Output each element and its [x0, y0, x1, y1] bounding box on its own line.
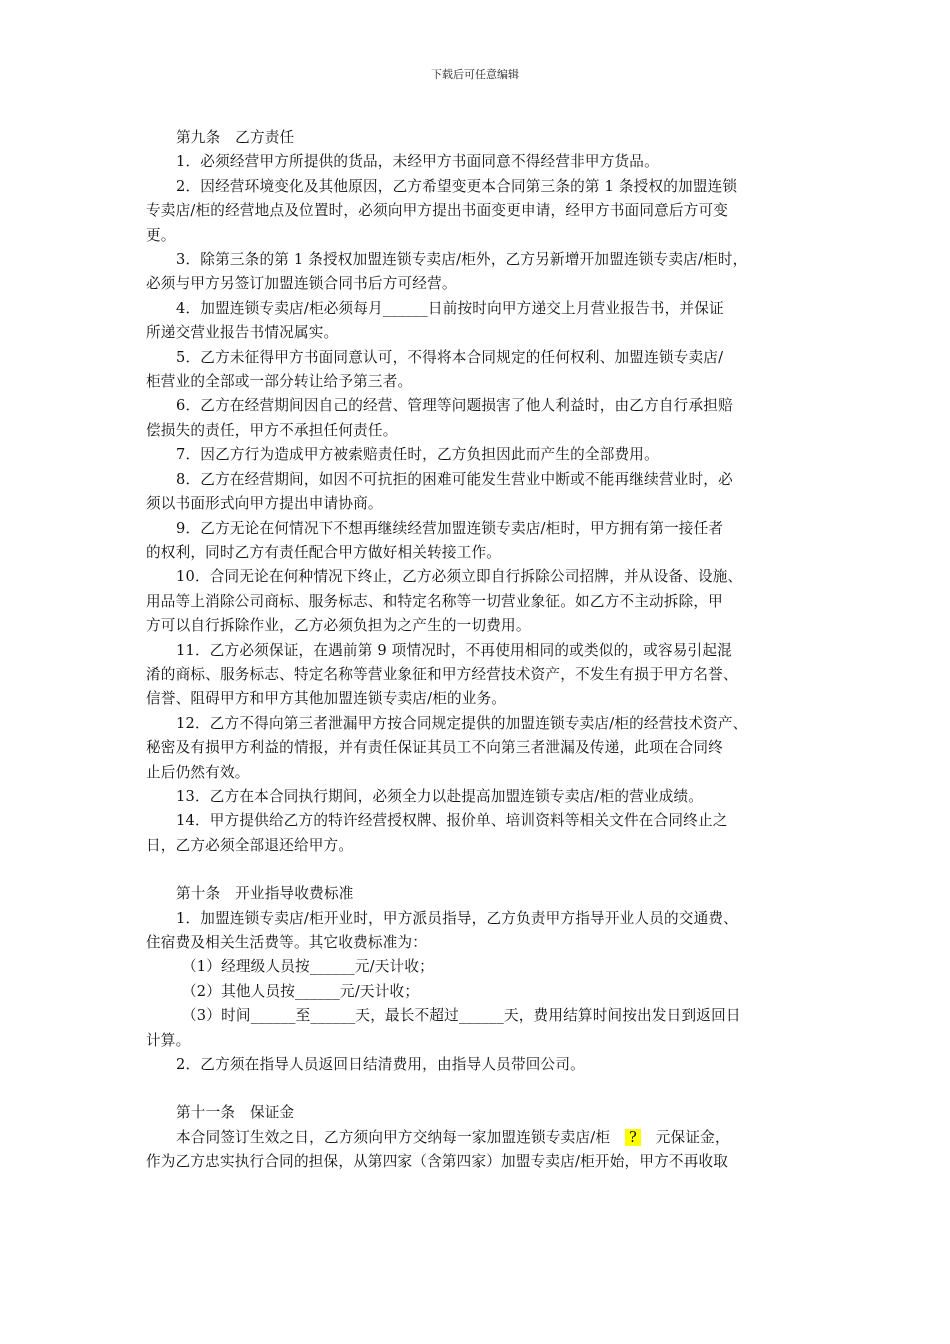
article-9-line: 12．乙方不得向第三者泄漏甲方按合同规定提供的加盟连锁专卖店/柜的经营技术资产、 — [176, 714, 748, 732]
article-9-line: 秘密及有损甲方利益的情报，并有责任保证其员工不向第三者泄漏及传递，此项在合同终 — [146, 739, 723, 757]
highlighted-blank: ? — [625, 1129, 641, 1146]
article-9-line: 柜营业的全部或一部分转让给予第三者。 — [146, 373, 413, 391]
article-10-line: 计算。 — [146, 1031, 191, 1049]
article-9-line: 10．合同无论在何种情况下终止，乙方必须立即自行拆除公司招牌，并从设备、设施、 — [176, 568, 743, 586]
article-9-line: 专卖店/柜的经营地点及位置时，必须向甲方提出书面变更申请，经甲方书面同意后方可变 — [146, 202, 729, 220]
article-9-line: 偿损失的责任，甲方不承担任何责任。 — [146, 421, 398, 439]
article-10-line: 住宿费及相关生活费等。其它收费标准为： — [146, 934, 428, 951]
article-9-line: 11．乙方必须保证，在遇前第 9 项情况时，不再使用相同的或类似的，或容易引起混 — [176, 641, 732, 659]
article-10-line: （1）经理级人员按______元/天计收； — [182, 958, 434, 976]
article-10-line: （2）其他人员按______元/天计收； — [182, 982, 420, 1000]
article-11-paragraph-line — [146, 1126, 822, 1150]
article-10-line: 1．加盟连锁专卖店/柜开业时，甲方派员指导，乙方负责甲方指导开业人员的交通费、 — [176, 909, 738, 927]
article-9-line: 更。 — [146, 226, 176, 244]
article-9-line: 8．乙方在经营期间，如因不可抗拒的困难可能发生营业中断或不能再继续营业时，必 — [176, 470, 733, 488]
article-10-line: （3）时间______至______天，最长不超过______天，费用结算时间按出发日到返回日 — [182, 1007, 741, 1025]
article-9-line: 3．除第三条的第 1 条授权加盟连锁专卖店/柜外，乙方另新增开加盟连锁专卖店/柜时， — [176, 251, 748, 269]
article-9-line: 6．乙方在经营期间因自己的经营、管理等问题损害了他人利益时，由乙方自行承担赔 — [176, 397, 733, 415]
article-10-line: 2．乙方须在指导人员返回日结清费用，由指导人员带回公司。 — [176, 1056, 585, 1074]
article-10-heading: 第十条 开业指导收费标准 — [176, 885, 354, 903]
article-9-line: 用品等上消除公司商标、服务标志、和特定名称等一切营业象征。如乙方不主动拆除，甲 — [146, 592, 723, 610]
article-9-line: 方可以自行拆除作业，乙方必须负担为之产生的一切费用。 — [146, 617, 531, 635]
article-9-line: 淆的商标、服务标志、特定名称等营业象征和甲方经营技术资产，不发生有损于甲方名誉、 — [146, 665, 738, 683]
article-9-line: 所递交营业报告书情况属实。 — [146, 324, 339, 342]
article-11-heading: 第十一条 保证金 — [176, 1104, 295, 1122]
article-9-line: 2．因经营环境变化及其他原因，乙方希望变更本合同第三条的第 1 条授权的加盟连锁 — [176, 177, 738, 195]
article-9-heading: 第九条 乙方责任 — [176, 129, 295, 146]
article-9-line: 5．乙方未征得甲方书面同意认可，不得将本合同规定的任何权利、加盟连锁专卖店/ — [176, 348, 724, 366]
article-9-line: 7．因乙方行为造成甲方被索赔责任时，乙方负担因此而产生的全部费用。 — [176, 446, 659, 464]
page-header: 下载后可任意编辑 — [431, 68, 519, 81]
article-9-body — [146, 150, 822, 858]
article-11-text-before: 本合同签订生效之日，乙方须向甲方交纳每一家加盟连锁专卖店/柜 — [176, 1128, 625, 1146]
article-9-line: 9．乙方无论在何情况下不想再继续经营加盟连锁专卖店/柜时，甲方拥有第一接任者 — [176, 519, 724, 537]
article-9-line: 13．乙方在本合同执行期间，必须全力以赴提高加盟连锁专卖店/柜的营业成绩。 — [176, 787, 704, 805]
article-9-line: 1．必须经营甲方所提供的货品，未经甲方书面同意不得经营非甲方货品。 — [176, 153, 659, 171]
article-9-line: 信誉、阻碍甲方和甲方其他加盟连锁专卖店/柜的业务。 — [146, 690, 507, 708]
document-body — [146, 126, 822, 1175]
article-9-line: 止后仍然有效。 — [146, 763, 250, 781]
section-gap — [146, 858, 822, 882]
article-9-line: 须以书面形式向甲方提出申请协商。 — [146, 495, 383, 513]
article-11-text-after: 元保证金， — [640, 1128, 730, 1146]
article-10-body — [146, 907, 822, 1078]
article-9-line: 14．甲方提供给乙方的特许经营授权牌、报价单、培训资料等相关文件在合同终止之 — [176, 812, 728, 830]
section-gap — [146, 1077, 822, 1101]
article-9-line: 4．加盟连锁专卖店/柜必须每月______日前按时向甲方递交上月营业报告书，并保证 — [176, 299, 724, 317]
article-9-line: 日，乙方必须全部退还给甲方。 — [146, 836, 354, 854]
article-11-paragraph-line: 作为乙方忠实执行合同的担保，从第四家（含第四家）加盟专卖店/柜开始，甲方不再收取 — [146, 1153, 729, 1171]
article-9-line: 必须与甲方另签订加盟连锁合同书后方可经营。 — [146, 275, 457, 293]
article-9-line: 的权利，同时乙方有责任配合甲方做好相关转接工作。 — [146, 543, 502, 561]
